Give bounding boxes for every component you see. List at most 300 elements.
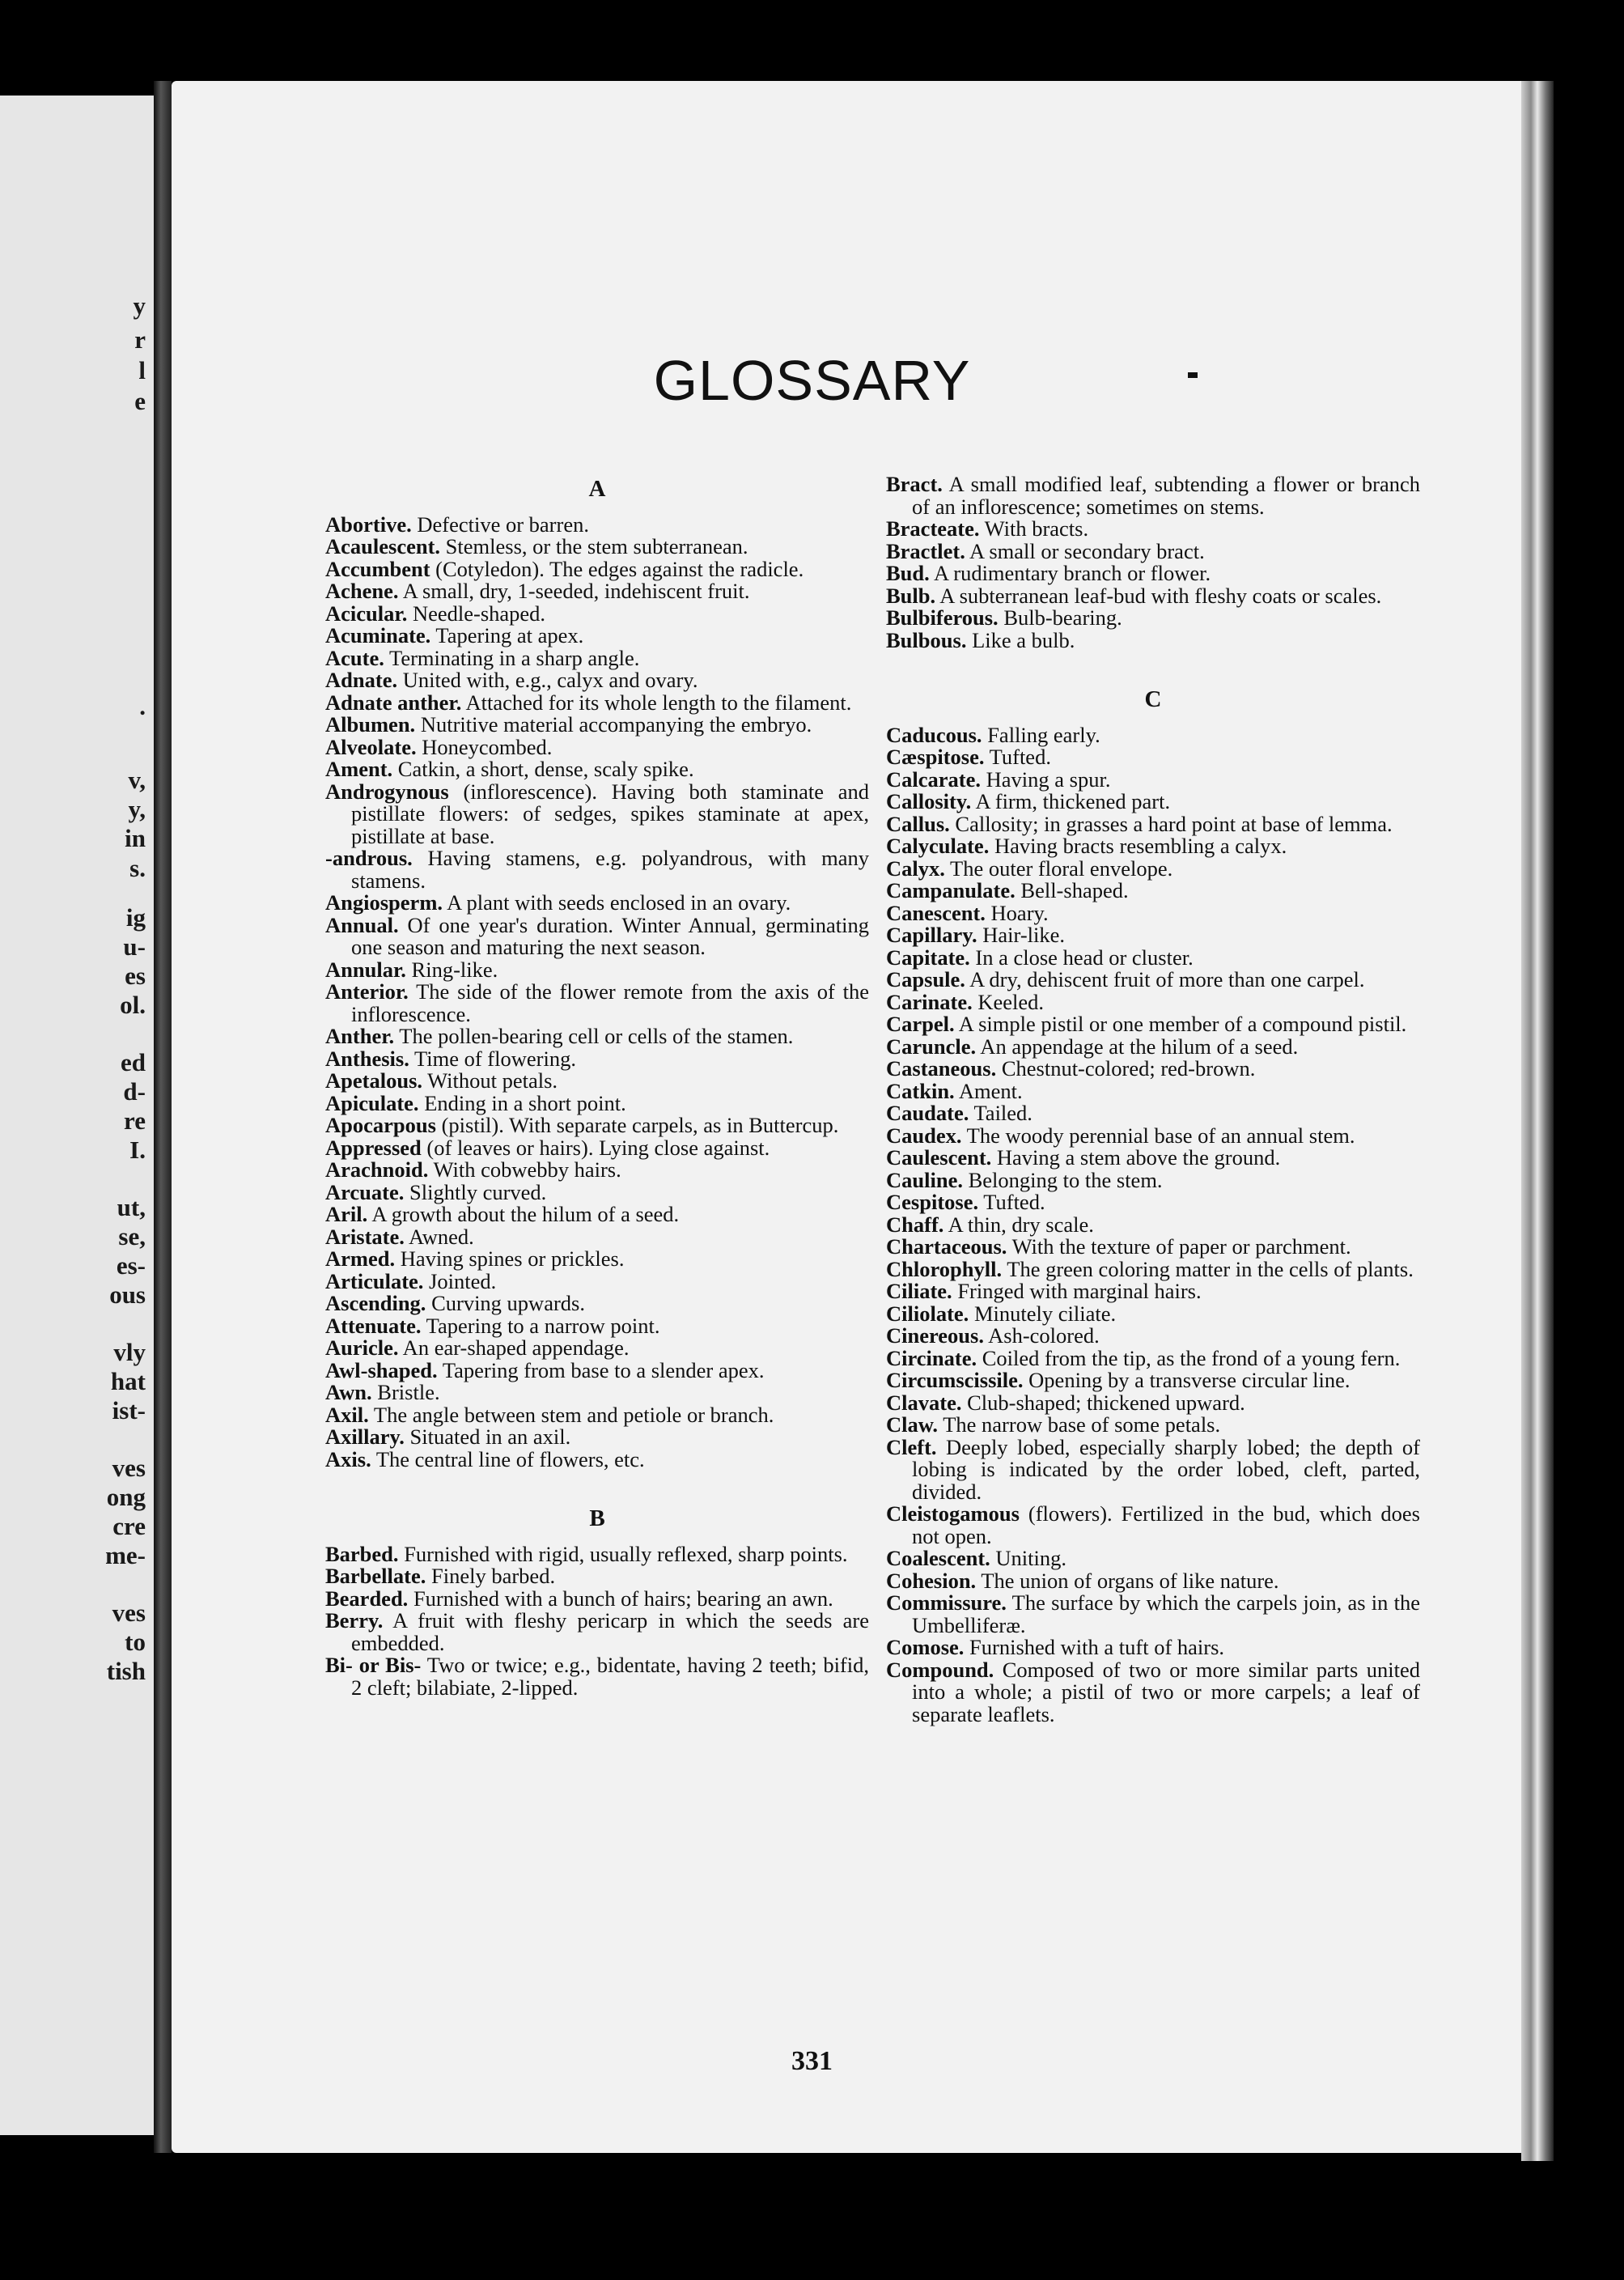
glossary-entry xyxy=(886,538,1420,563)
glossary-entry xyxy=(886,835,1420,858)
previous-page-text-fragment: ves xyxy=(112,1599,146,1627)
glossary-entry xyxy=(325,1404,869,1427)
previous-page-text-fragment: cre xyxy=(112,1512,146,1540)
glossary-entry xyxy=(886,1256,1420,1281)
entry-definition: An ear-shaped appendage. xyxy=(398,1335,630,1360)
entry-definition: Ending in a short point. xyxy=(418,1090,626,1115)
entry-definition: The angle between stem and petiole or branch. xyxy=(368,1402,774,1427)
entry-definition: Honeycombed. xyxy=(416,734,553,759)
glossary-entry xyxy=(886,1659,1420,1726)
previous-page-text-fragment: ous xyxy=(109,1280,146,1309)
entry-term: Anthesis. xyxy=(325,1046,409,1071)
entry-term: Cleistogamous xyxy=(886,1501,1020,1526)
entry-term: Caducous. xyxy=(886,722,982,747)
entry-term: Capitate. xyxy=(886,945,970,970)
entry-definition: Jointed. xyxy=(423,1268,497,1293)
glossary-entry xyxy=(886,1392,1420,1415)
previous-page-text-fragment: d- xyxy=(123,1077,146,1106)
entry-definition: Fringed with marginal hairs. xyxy=(952,1279,1202,1303)
glossary-entry xyxy=(325,959,869,982)
entry-definition: Ring-like. xyxy=(405,957,498,982)
glossary-entry xyxy=(886,1434,1420,1504)
entry-definition: Tufted. xyxy=(978,1190,1045,1214)
glossary-entry xyxy=(886,766,1420,792)
page-title: GLOSSARY xyxy=(653,349,971,412)
entry-term: Carpel. xyxy=(886,1012,955,1036)
glossary-entry xyxy=(325,981,869,1025)
entry-term: Angiosperm. xyxy=(325,890,443,915)
entry-definition: Furnished with a bunch of hairs; bearing an awn. xyxy=(408,1586,833,1611)
glossary-entry xyxy=(325,1337,869,1360)
section-letter: A xyxy=(588,476,606,502)
glossary-entry xyxy=(886,607,1420,630)
glossary-entry xyxy=(886,1503,1420,1548)
entry-definition: Stemless, or the stem subterranean. xyxy=(440,534,748,558)
entry-term: Comose. xyxy=(886,1635,965,1659)
glossary-column-right xyxy=(886,473,1420,1726)
entry-term: Bud. xyxy=(886,561,930,585)
entry-definition: Tapering from base to a slender apex. xyxy=(437,1357,765,1382)
entry-term: Acuminate. xyxy=(325,623,431,647)
entry-definition: With bracts. xyxy=(979,516,1089,541)
entry-definition: Slightly curved. xyxy=(404,1179,547,1204)
glossary-entry xyxy=(886,1058,1420,1081)
entry-definition: Ash-colored. xyxy=(983,1323,1100,1348)
entry-term: Apiculate. xyxy=(325,1090,419,1115)
entry-definition: The woody perennial base of an annual stem. xyxy=(961,1123,1355,1148)
glossary-entry xyxy=(886,1147,1420,1170)
glossary-entry xyxy=(886,1214,1420,1237)
entry-definition: (flowers). Fertilized in the bud, which does not open. xyxy=(912,1501,1420,1548)
entry-definition: Having stamens, e.g. polyandrous, with many stamens. xyxy=(351,846,869,893)
entry-definition: A small, dry, 1-seeded, indehiscent fruit. xyxy=(398,579,750,603)
entry-definition: A growth about the hilum of a seed. xyxy=(367,1202,680,1226)
glossary-entry xyxy=(886,1592,1420,1637)
entry-term: Callus. xyxy=(886,811,950,836)
glossary-entry xyxy=(325,1268,869,1293)
entry-definition: Two or twice; e.g., bidentate, having 2 teeth; bifid, 2 cleft; bilabiate, 2-lipped. xyxy=(351,1653,869,1700)
entry-definition: The central line of flowers, etc. xyxy=(371,1446,645,1471)
glossary-entry xyxy=(886,1570,1420,1593)
entry-term: Cæspitose. xyxy=(886,745,985,769)
entry-term: Circumscissile. xyxy=(886,1368,1024,1392)
glossary-entry xyxy=(886,791,1420,813)
entry-definition: Situated in an axil. xyxy=(404,1424,571,1449)
glossary-entry xyxy=(325,692,869,715)
entry-definition: Catkin, a short, dense, scaly spike. xyxy=(392,757,694,781)
glossary-entry xyxy=(886,1414,1420,1437)
entry-definition: Falling early. xyxy=(982,722,1100,747)
glossary-entry xyxy=(325,536,869,558)
previous-page-text-fragment: ves xyxy=(112,1454,146,1482)
entry-term: Berry. xyxy=(325,1608,384,1633)
previous-page-text-fragment: ut, xyxy=(117,1193,146,1221)
entry-definition: Opening by a transverse circular line. xyxy=(1023,1368,1351,1392)
entry-definition: A fruit with fleshy pericarp in which the seeds are embedded. xyxy=(351,1608,869,1655)
entry-term: Cespitose. xyxy=(886,1190,979,1214)
previous-page-text-fragment: ig xyxy=(125,903,146,932)
entry-term: Arcuate. xyxy=(325,1179,405,1204)
glossary-entry xyxy=(325,1543,869,1566)
glossary-entry xyxy=(325,1204,869,1226)
glossary-entry xyxy=(886,1125,1420,1148)
glossary-entry xyxy=(886,1369,1420,1392)
glossary-entry xyxy=(886,880,1420,902)
previous-page-text-fragment: . xyxy=(139,692,146,720)
previous-page-text-fragment: y xyxy=(133,291,146,320)
entry-term: Cleft. xyxy=(886,1434,937,1459)
glossary-entry xyxy=(886,1303,1420,1326)
entry-term: Claw. xyxy=(886,1412,939,1437)
entry-term: Acute. xyxy=(325,645,384,670)
glossary-entry xyxy=(325,1610,869,1654)
entry-definition: A rudimentary branch or flower. xyxy=(929,561,1211,585)
glossary-entry xyxy=(325,1357,869,1382)
glossary-entry xyxy=(325,781,869,848)
glossary-entry xyxy=(325,1382,869,1404)
entry-term: Caruncle. xyxy=(886,1034,977,1059)
entry-definition: Like a bulb. xyxy=(966,627,1075,652)
glossary-entry xyxy=(325,1179,869,1204)
glossary-entry xyxy=(886,924,1420,947)
glossary-entry xyxy=(886,1548,1420,1570)
glossary-entry xyxy=(325,1654,869,1699)
entry-term: Cauline. xyxy=(886,1167,963,1192)
entry-term: Annual. xyxy=(325,912,399,937)
glossary-entry xyxy=(325,514,869,537)
entry-definition: The side of the flower remote from the axis of the inflorescence. xyxy=(351,979,869,1026)
entry-term: Acicular. xyxy=(325,601,408,626)
entry-term: Callosity. xyxy=(886,789,972,813)
entry-term: Catkin. xyxy=(886,1078,955,1103)
entry-definition: Keeled. xyxy=(972,989,1045,1014)
entry-definition: Tapering to a narrow point. xyxy=(421,1313,660,1338)
glossary-entry xyxy=(325,734,869,759)
entry-term: Accumbent xyxy=(325,556,430,581)
section-letter: C xyxy=(1144,686,1162,712)
previous-page-text-fragment: I. xyxy=(129,1136,146,1164)
entry-term: Calyculate. xyxy=(886,834,990,858)
entry-term: Auricle. xyxy=(325,1335,399,1360)
entry-term: Bi- or Bis- xyxy=(325,1653,422,1677)
entry-term: Appressed xyxy=(325,1135,422,1160)
entry-term: Caudate. xyxy=(886,1101,969,1125)
entry-definition: Defective or barren. xyxy=(411,512,589,537)
entry-definition: Finely barbed. xyxy=(426,1564,556,1588)
entry-term: Calyx. xyxy=(886,856,945,881)
glossary-entry xyxy=(325,1293,869,1315)
entry-term: Cinereous. xyxy=(886,1323,984,1348)
entry-definition: Of one year's duration. Winter Annual, germinating one season and maturing the next season. xyxy=(351,912,869,959)
entry-term: Androgynous xyxy=(325,779,449,804)
entry-definition: Time of flowering. xyxy=(409,1046,576,1071)
entry-definition: Club-shaped; thickened upward. xyxy=(961,1390,1245,1415)
entry-definition: Tufted. xyxy=(984,745,1051,769)
entry-definition: Composed of two or more similar parts united into a whole; a pistil of two or more carpels; a leaf of separate leaflets. xyxy=(912,1657,1420,1726)
entry-term: Annular. xyxy=(325,957,406,982)
entry-definition: The surface by which the carpels join, as in the Umbelliferæ. xyxy=(912,1590,1420,1637)
entry-term: Caulescent. xyxy=(886,1145,992,1170)
glossary-entry xyxy=(325,647,869,670)
entry-definition: Bell-shaped. xyxy=(1015,878,1129,902)
glossary-entry xyxy=(886,1102,1420,1125)
previous-page-text-fragment: in xyxy=(125,824,146,852)
entry-term: Bracteate. xyxy=(886,516,980,541)
entry-term: Abortive. xyxy=(325,512,412,537)
previous-page-text-fragment: es xyxy=(125,962,146,990)
glossary-entry xyxy=(886,947,1420,970)
entry-term: Capsule. xyxy=(886,967,965,991)
glossary-entry xyxy=(325,714,869,737)
entry-term: Aristate. xyxy=(325,1224,405,1249)
glossary-entry xyxy=(886,627,1420,652)
glossary-entry xyxy=(325,669,869,692)
entry-definition: Nutritive material accompanying the embryo. xyxy=(415,712,812,737)
glossary-entry xyxy=(325,1048,869,1071)
entry-definition: Minutely ciliate. xyxy=(969,1301,1117,1326)
entry-term: Chartaceous. xyxy=(886,1234,1007,1259)
print-speck xyxy=(1188,372,1198,378)
previous-page-text-fragment: vly xyxy=(113,1338,146,1366)
glossary-entry xyxy=(886,1637,1420,1659)
entry-term: Achene. xyxy=(325,579,399,603)
entry-term: Articulate. xyxy=(325,1268,424,1293)
entry-definition: The narrow base of some petals. xyxy=(938,1412,1221,1437)
entry-definition: Bulb-bearing. xyxy=(998,605,1122,630)
entry-definition: A small modified leaf, subtending a flower or branch of an inflorescence; sometimes on stems. xyxy=(912,472,1420,519)
entry-term: Axis. xyxy=(325,1446,371,1471)
entry-term: Clavate. xyxy=(886,1390,962,1415)
entry-definition: With the texture of paper or parchment. xyxy=(1007,1234,1351,1259)
glossary-entry xyxy=(325,1226,869,1249)
entry-definition: Hair-like. xyxy=(977,923,1066,947)
entry-term: Campanulate. xyxy=(886,878,1016,902)
previous-page-text-fragment: e xyxy=(134,387,146,415)
entry-definition: With cobwebby hairs. xyxy=(428,1157,621,1182)
entry-term: Attenuate. xyxy=(325,1313,422,1338)
entry-definition: Without petals. xyxy=(422,1068,558,1093)
entry-definition: Furnished with rigid, usually reflexed, sharp points. xyxy=(398,1541,848,1566)
glossary-entry xyxy=(886,902,1420,925)
glossary-entry xyxy=(325,1446,869,1471)
entry-term: Carinate. xyxy=(886,989,973,1014)
glossary-entry xyxy=(325,892,869,915)
entry-definition: (Cotyledon). The edges against the radicle. xyxy=(430,556,804,581)
glossary-entry xyxy=(886,563,1420,585)
entry-definition: Belonging to the stem. xyxy=(962,1167,1163,1192)
entry-definition: A subterranean leaf-bud with fleshy coats or scales. xyxy=(935,583,1382,608)
entry-term: Compound. xyxy=(886,1657,994,1682)
previous-page-text-fragment: tish xyxy=(106,1657,146,1685)
entry-definition: The green coloring matter in the cells of plants. xyxy=(1002,1256,1414,1281)
entry-definition: Attached for its whole length to the filament. xyxy=(461,690,852,715)
glossary-entry xyxy=(325,1070,869,1093)
entry-definition: A thin, dry scale. xyxy=(943,1212,1094,1237)
entry-term: Cohesion. xyxy=(886,1568,977,1593)
glossary-entry xyxy=(886,969,1420,991)
glossary-entry xyxy=(325,758,869,781)
previous-page-text-fragment: es- xyxy=(116,1251,146,1280)
entry-term: Coalescent. xyxy=(886,1546,990,1570)
entry-definition: United with, e.g., calyx and ovary. xyxy=(397,668,698,692)
glossary-entry xyxy=(325,1315,869,1338)
entry-definition: Terminating in a sharp angle. xyxy=(384,645,640,670)
entry-definition: (of leaves or hairs). Lying close against. xyxy=(421,1135,770,1160)
entry-term: -androus. xyxy=(325,846,413,870)
entry-definition: Tapering at apex. xyxy=(430,623,584,647)
entry-term: Barbellate. xyxy=(325,1564,426,1588)
section-letter: B xyxy=(589,1505,605,1531)
previous-page-text-fragment: l xyxy=(138,356,146,384)
glossary-entry xyxy=(325,580,869,603)
glossary-entry xyxy=(325,1090,869,1115)
entry-term: Adnate anther. xyxy=(325,690,462,715)
glossary-entry xyxy=(325,1248,869,1271)
entry-term: Adnate. xyxy=(325,668,398,692)
glossary-entry xyxy=(886,724,1420,747)
entry-definition: Coiled from the tip, as the frond of a young fern. xyxy=(977,1345,1401,1370)
previous-page-text-fragment: to xyxy=(125,1628,146,1656)
glossary-entry xyxy=(886,1325,1420,1348)
previous-page-text-fragment: y, xyxy=(128,795,146,823)
previous-page-text-fragment: v, xyxy=(128,766,146,794)
entry-definition: Uniting. xyxy=(990,1546,1067,1570)
glossary-entry xyxy=(886,1236,1420,1259)
entry-term: Chlorophyll. xyxy=(886,1256,1003,1281)
entry-term: Caudex. xyxy=(886,1123,962,1148)
entry-term: Albumen. xyxy=(325,712,416,737)
glossary-entry xyxy=(325,603,869,626)
glossary-entry xyxy=(325,912,869,959)
entry-definition: Having a stem above the ground. xyxy=(991,1145,1281,1170)
previous-page-text-fragment: u- xyxy=(123,932,146,961)
glossary-column-left xyxy=(325,473,869,1699)
entry-definition: Deeply lobed, especially sharply lobed; the depth of lobing is indicated by the order lobed, cleft, parted, divided. xyxy=(912,1434,1420,1504)
glossary-entry xyxy=(886,1280,1420,1303)
entry-term: Ciliate. xyxy=(886,1279,952,1303)
entry-definition: The outer floral envelope. xyxy=(944,856,1173,881)
glossary-entry xyxy=(325,1565,869,1588)
previous-page-text-fragment: hat xyxy=(110,1367,146,1395)
entry-term: Ciliolate. xyxy=(886,1301,969,1326)
entry-definition: (pistil). With separate carpels, as in Buttercup. xyxy=(435,1113,839,1137)
glossary-entry xyxy=(325,1115,869,1137)
entry-term: Bulbiferous. xyxy=(886,605,999,630)
entry-definition: Callosity; in grasses a hard point at base of lemma. xyxy=(949,811,1393,836)
glossary-entry xyxy=(325,558,869,581)
page-number: 331 xyxy=(791,2046,833,2076)
previous-page-text-fragment: ol. xyxy=(120,991,146,1019)
previous-page-text-fragment: me- xyxy=(105,1541,146,1569)
glossary-entry xyxy=(886,473,1420,518)
entry-definition: Hoary. xyxy=(985,900,1049,925)
glossary-entry xyxy=(886,1345,1420,1370)
entry-term: Acaulescent. xyxy=(325,534,441,558)
entry-term: Bract. xyxy=(886,472,943,496)
entry-definition: Bristle. xyxy=(371,1380,440,1404)
entry-definition: A small or secondary bract. xyxy=(965,538,1205,563)
entry-term: Awl-shaped. xyxy=(325,1357,438,1382)
entry-term: Bractlet. xyxy=(886,538,965,563)
entry-definition: An appendage at the hilum of a seed. xyxy=(976,1034,1299,1059)
entry-definition: Curving upwards. xyxy=(426,1291,585,1315)
entry-term: Awn. xyxy=(325,1380,372,1404)
entry-term: Axil. xyxy=(325,1402,369,1427)
previous-page-text-fragment: ist- xyxy=(112,1396,146,1424)
entry-definition: The pollen-bearing cell or cells of the stamen. xyxy=(394,1024,794,1048)
entry-term: Apocarpous xyxy=(325,1113,436,1137)
entry-term: Commissure. xyxy=(886,1590,1007,1615)
entry-term: Arachnoid. xyxy=(325,1157,429,1182)
entry-term: Bearded. xyxy=(325,1586,409,1611)
entry-term: Aril. xyxy=(325,1202,368,1226)
glossary-entry xyxy=(886,1167,1420,1192)
glossary-entry xyxy=(325,847,869,892)
entry-term: Armed. xyxy=(325,1246,396,1271)
entry-term: Castaneous. xyxy=(886,1056,997,1081)
entry-term: Apetalous. xyxy=(325,1068,423,1093)
entry-term: Ascending. xyxy=(325,1291,426,1315)
entry-definition: A plant with seeds enclosed in an ovary. xyxy=(443,890,791,915)
entry-definition: Ament. xyxy=(954,1078,1023,1103)
glossary-entry xyxy=(886,1036,1420,1059)
entry-term: Bulb. xyxy=(886,583,936,608)
glossary-entry xyxy=(886,813,1420,836)
entry-term: Canescent. xyxy=(886,900,986,925)
entry-term: Chaff. xyxy=(886,1212,944,1237)
entry-definition: A dry, dehiscent fruit of more than one carpel. xyxy=(965,967,1365,991)
entry-term: Anther. xyxy=(325,1024,395,1048)
glossary-entry xyxy=(325,625,869,647)
previous-page-text-fragment: se, xyxy=(118,1222,146,1250)
entry-term: Axillary. xyxy=(325,1424,405,1449)
glossary-entry xyxy=(886,1013,1420,1036)
previous-page-text-fragment: re xyxy=(124,1106,146,1135)
glossary-entry xyxy=(325,1137,869,1160)
entry-definition: Needle-shaped. xyxy=(407,601,546,626)
glossary-entry xyxy=(886,746,1420,769)
glossary-entry xyxy=(886,1078,1420,1103)
previous-page-text-fragment: r xyxy=(134,325,146,354)
entry-term: Bulbous. xyxy=(886,627,967,652)
glossary-entry xyxy=(886,858,1420,881)
entry-term: Capillary. xyxy=(886,923,977,947)
entry-definition: The union of organs of like nature. xyxy=(976,1568,1279,1593)
entry-definition: Having a spur. xyxy=(981,766,1111,792)
entry-definition: Chestnut-colored; red-brown. xyxy=(996,1056,1256,1081)
glossary-entry xyxy=(886,585,1420,608)
entry-term: Barbed. xyxy=(325,1541,399,1566)
glossary-entry xyxy=(886,1191,1420,1214)
entry-term: Ament. xyxy=(325,757,393,781)
entry-term: Circinate. xyxy=(886,1345,977,1370)
glossary-entry xyxy=(325,1426,869,1449)
glossary-entry xyxy=(325,1159,869,1182)
entry-term: Alveolate. xyxy=(325,734,417,759)
previous-page-text-fragment: s. xyxy=(129,854,146,882)
entry-definition: Tailed. xyxy=(969,1101,1032,1125)
entry-term: Calcarate. xyxy=(886,766,981,792)
entry-definition: In a close head or cluster. xyxy=(969,945,1194,970)
glossary-entry xyxy=(886,518,1420,541)
entry-definition: A simple pistil or one member of a compound pistil. xyxy=(954,1012,1407,1036)
glossary-entry xyxy=(325,1588,869,1611)
entry-definition: Awned. xyxy=(404,1224,474,1249)
glossary-entry xyxy=(886,991,1420,1014)
entry-definition: Having spines or prickles. xyxy=(395,1246,625,1271)
previous-page-text-fragment: ong xyxy=(106,1483,146,1511)
entry-definition: Furnished with a tuft of hairs. xyxy=(964,1635,1225,1659)
